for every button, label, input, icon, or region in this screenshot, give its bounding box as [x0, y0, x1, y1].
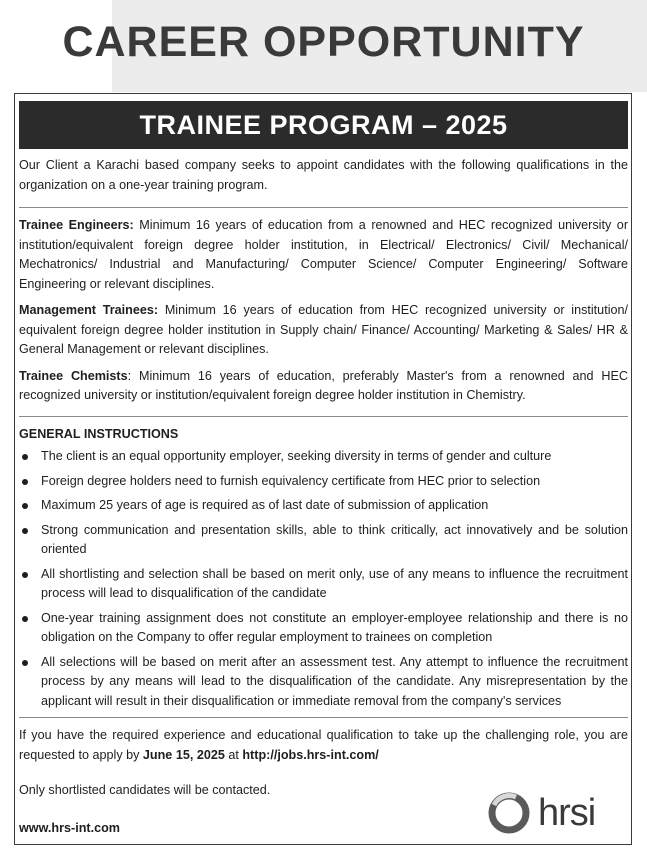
list-item [19, 565, 628, 604]
list-item [19, 609, 628, 648]
company-logo [486, 787, 632, 839]
page-title: CAREER OPPORTUNITY [62, 18, 585, 66]
logo-text: hrsi [538, 791, 596, 834]
list-item-text: Foreign degree holders need to furnish equivalency certificate from HEC prior to selection [41, 473, 541, 488]
qualification-text: Minimum 16 years of education from a renowned and HEC recognized university or institution/equivalent foreign degree holder institution, in Electrical/ Electronics/ Civil/ Mechanical/ Mechatronics/ Industrial and Manufacturing/ Computer Science/ Computer Engineering/ Software Engineering or relevant disciplines. [19, 218, 629, 291]
intro-paragraph: Our Client a Karachi based company seeks to appoint candidates with the following qualifications in the organization on a one-year training program. [19, 158, 628, 192]
apply-paragraph [19, 726, 628, 765]
section-heading: GENERAL INSTRUCTIONS [19, 426, 179, 441]
apply-text: If you have the required experience and educational qualification to take up the challenging role, you are requested to apply by [19, 728, 628, 762]
list-item [19, 653, 628, 712]
bullet-icon [22, 616, 28, 622]
divider [19, 207, 628, 208]
logo-ring-icon [486, 790, 532, 836]
qualification-title: Trainee Chemists [19, 368, 128, 383]
list-item-text: One-year training assignment does not constitute an employer-employee relationship and there is no obligation on the Company to offer regular employment to trainees on completion [41, 610, 628, 644]
qualification-management [19, 301, 628, 360]
list-item-text: The client is an equal opportunity employer, seeking diversity in terms of gender and culture [41, 449, 552, 463]
instruction-list [19, 447, 628, 711]
ad-content [19, 156, 628, 801]
qualification-title: Management Trainees: [19, 303, 159, 317]
bullet-icon [22, 454, 28, 460]
bullet-icon [22, 572, 28, 578]
list-item [19, 521, 628, 560]
bullet-icon [22, 479, 28, 485]
apply-text: at [224, 747, 243, 762]
list-item-text: Strong communication and presentation skills, able to think critically, act innovatively and be solution oriented [41, 522, 628, 556]
list-item-text: Maximum 25 years of age is required as of last date of submission of application [41, 498, 489, 512]
list-item-text: All shortlisting and selection shall be based on merit only, use of any means to influence the recruitment process will lead to disqualification of the candidate [41, 566, 628, 600]
qualification-title: Trainee Engineers: [19, 218, 134, 232]
list-item [19, 447, 628, 467]
qualification-text: Minimum 16 years of education from HEC recognized university or institution/ equivalent foreign degree holder institution in Supply chain/ Finance/ Accounting/ Marketing & Sales/ HR & General Management or relevant disciplines. [19, 303, 628, 356]
bullet-icon [22, 503, 28, 509]
qualification-engineers [19, 216, 628, 294]
qualification-chemists [19, 367, 628, 406]
website-link[interactable]: www.hrs-int.com [19, 821, 120, 835]
apply-link[interactable]: http://jobs.hrs-int.com/ [242, 747, 379, 762]
list-item [19, 496, 628, 516]
bullet-icon [22, 528, 28, 534]
list-item-text: All selections will be based on merit after an assessment test. Any attempt to influence the recruitment process by any means will lead to the disqualification of the candidate. Any misrepresentation by the applicant will result in their disqualification or immediate removal from the company's services [41, 654, 628, 708]
divider [19, 416, 628, 417]
bullet-icon [22, 660, 28, 666]
deadline-date: June 15, 2025 [142, 747, 225, 762]
qualification-text: : Minimum 16 years of education, preferably Master's from a renowned and HEC recognized university or institution/equivalent foreign degree holder institution in Chemistry. [19, 368, 628, 402]
contact-note: Only shortlisted candidates will be contacted. [19, 783, 271, 797]
list-item [19, 472, 628, 492]
divider [19, 717, 628, 718]
program-banner: TRAINEE PROGRAM – 2025 [19, 101, 628, 149]
